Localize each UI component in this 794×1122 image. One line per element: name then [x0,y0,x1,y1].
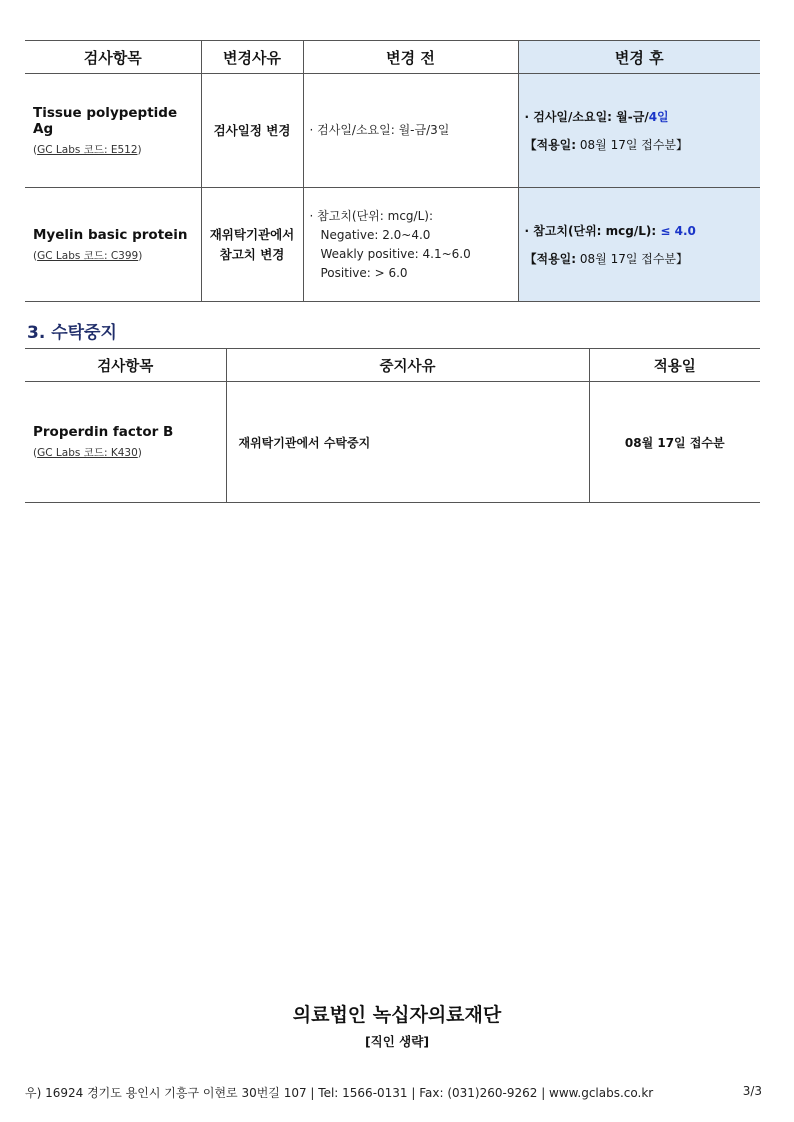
organization-name: 의료법인 녹십자의료재단 [292,1004,502,1026]
apply-date: 【적용일: 08월 17일 접수분】 [524,252,689,266]
header-reason: 변경사유 [201,41,303,74]
page-number: 3/3 [742,1084,762,1098]
change-table-header [25,41,760,74]
reason-cell: 검사일정 변경 [201,74,303,188]
after-value: · 검사일/소요일: 월-금/4일 [524,110,669,124]
apply-date-cell: 08월 17일 접수분 [589,382,760,503]
apply-date: 【적용일: 08월 17일 접수분】 [524,138,689,152]
reason-cell: 재위탁기관에서 참고치 변경 [201,188,303,302]
table-row [25,382,760,503]
stop-reason-cell: 재위탁기관에서 수탁중지 [226,382,589,503]
after-cell [518,74,760,188]
header-item: 검사항목 [25,41,201,74]
item-name: Tissue polypeptide Ag [33,104,178,137]
before-cell: · 검사일/소요일: 월-금/3일 [303,74,518,188]
item-cell [25,382,226,503]
suspension-table [25,348,760,503]
item-name: Myelin basic protein [33,226,188,243]
item-code-link[interactable]: GC Labs 코드: C399 [37,249,139,262]
change-table [25,40,760,302]
header-after: 변경 후 [518,41,760,74]
header-stop-reason: 중지사유 [226,349,589,382]
after-value: · 참고치(단위: mcg/L): ≤ 4.0 [524,224,696,238]
item-name: Properdin factor B [33,424,174,440]
after-cell [518,188,760,302]
header-before: 변경 전 [303,41,518,74]
item-code: (GC Labs 코드: K430) [33,447,142,459]
header-item: 검사항목 [25,349,226,382]
item-code-link[interactable]: GC Labs 코드: K430 [37,447,138,459]
item-code: (GC Labs 코드: E512) [33,143,142,156]
header-apply-date: 적용일 [589,349,760,382]
section-title: 3. 수탁중지 [27,323,117,343]
before-cell: · 참고치(단위: mcg/L): Negative: 2.0~4.0 Weakly positive: 4.1~6.0 Positive: > 6.0 [303,188,518,302]
footer-address: 우) 16924 경기도 용인시 기흥구 이현로 30번길 107 | Tel: 1566-0131 | Fax: (031)260-9262 | www.gclabs.co.kr [25,1086,654,1100]
item-cell [25,188,201,302]
table-row [25,74,760,188]
item-code-link[interactable]: GC Labs 코드: E512 [37,143,138,156]
suspension-table-header [25,349,760,382]
seal-note: [직인 생략] [364,1034,430,1049]
item-cell [25,74,201,188]
table-row [25,188,760,302]
item-code: (GC Labs 코드: C399) [33,249,143,262]
